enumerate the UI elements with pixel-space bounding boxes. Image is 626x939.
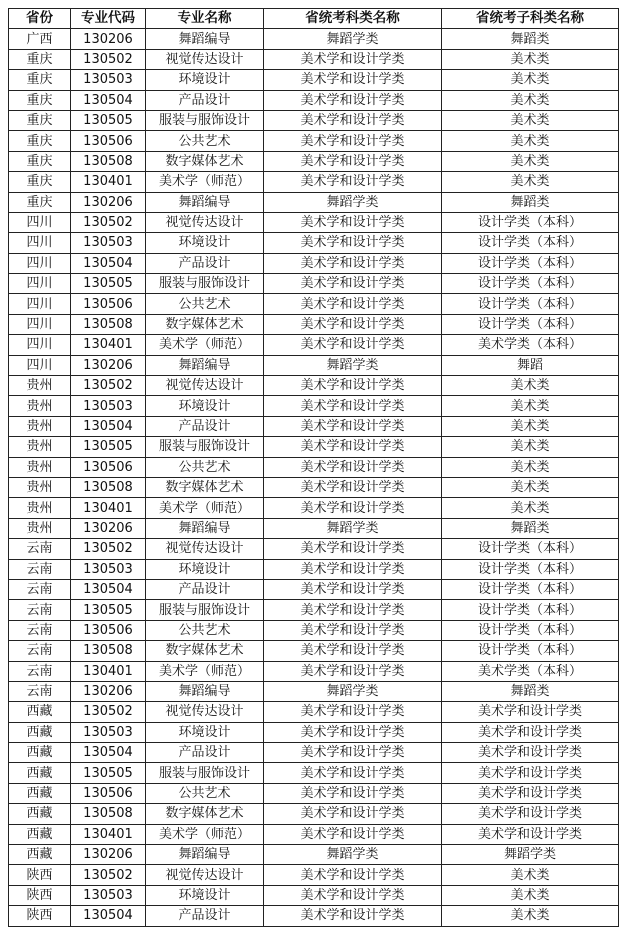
cell-province: 重庆 <box>9 192 71 212</box>
table-row <box>9 294 619 314</box>
cell-major-code: 130401 <box>71 661 146 681</box>
cell-province: 西藏 <box>9 845 71 865</box>
cell-major-code: 130505 <box>71 437 146 457</box>
cell-exam-category: 舞蹈学类 <box>264 355 442 375</box>
cell-exam-subcategory: 美术类 <box>442 498 619 518</box>
cell-major-code: 130508 <box>71 477 146 497</box>
cell-major-name: 数字媒体艺术 <box>146 151 264 171</box>
table-row <box>9 498 619 518</box>
cell-exam-subcategory: 设计学类（本科） <box>442 641 619 661</box>
cell-major-code: 130508 <box>71 314 146 334</box>
cell-major-code: 130504 <box>71 253 146 273</box>
cell-major-name: 舞蹈编导 <box>146 355 264 375</box>
cell-exam-category: 美术学和设计学类 <box>264 600 442 620</box>
cell-province: 重庆 <box>9 131 71 151</box>
table-row <box>9 70 619 90</box>
cell-major-name: 舞蹈编导 <box>146 845 264 865</box>
cell-province: 贵州 <box>9 396 71 416</box>
cell-province: 四川 <box>9 355 71 375</box>
cell-exam-subcategory: 美术类 <box>442 70 619 90</box>
cell-province: 重庆 <box>9 110 71 130</box>
cell-exam-subcategory: 设计学类（本科） <box>442 559 619 579</box>
cell-exam-category: 美术学和设计学类 <box>264 885 442 905</box>
cell-exam-subcategory: 舞蹈类 <box>442 681 619 701</box>
cell-exam-category: 舞蹈学类 <box>264 845 442 865</box>
cell-exam-category: 美术学和设计学类 <box>264 722 442 742</box>
cell-exam-subcategory: 美术类 <box>442 376 619 396</box>
cell-exam-subcategory: 美术类 <box>442 865 619 885</box>
table-row <box>9 110 619 130</box>
header-exam-subcategory: 省统考子科类名称 <box>442 9 619 29</box>
cell-major-code: 130506 <box>71 783 146 803</box>
cell-major-code: 130504 <box>71 90 146 110</box>
table-row <box>9 151 619 171</box>
cell-major-code: 130503 <box>71 233 146 253</box>
cell-exam-subcategory: 美术学和设计学类 <box>442 804 619 824</box>
cell-major-name: 公共艺术 <box>146 294 264 314</box>
cell-major-code: 130503 <box>71 70 146 90</box>
table-row <box>9 355 619 375</box>
cell-province: 云南 <box>9 539 71 559</box>
cell-major-name: 公共艺术 <box>146 620 264 640</box>
table-row <box>9 722 619 742</box>
cell-exam-category: 美术学和设计学类 <box>264 90 442 110</box>
cell-exam-category: 美术学和设计学类 <box>264 641 442 661</box>
cell-province: 陕西 <box>9 885 71 905</box>
table-row <box>9 620 619 640</box>
cell-province: 云南 <box>9 661 71 681</box>
cell-major-name: 公共艺术 <box>146 131 264 151</box>
cell-major-code: 130206 <box>71 845 146 865</box>
cell-major-name: 美术学（师范） <box>146 824 264 844</box>
header-row <box>9 9 619 29</box>
cell-exam-subcategory: 设计学类（本科） <box>442 233 619 253</box>
major-category-table <box>8 8 619 927</box>
table-row <box>9 253 619 273</box>
cell-exam-category: 美术学和设计学类 <box>264 437 442 457</box>
cell-major-name: 公共艺术 <box>146 783 264 803</box>
cell-major-name: 美术学（师范） <box>146 498 264 518</box>
cell-province: 西藏 <box>9 824 71 844</box>
header-province: 省份 <box>9 9 71 29</box>
cell-exam-category: 美术学和设计学类 <box>264 110 442 130</box>
table-row <box>9 212 619 232</box>
table-row <box>9 29 619 49</box>
cell-major-code: 130206 <box>71 355 146 375</box>
cell-exam-subcategory: 美术学和设计学类 <box>442 702 619 722</box>
header-exam-category: 省统考科类名称 <box>264 9 442 29</box>
cell-province: 西藏 <box>9 763 71 783</box>
header-major-name: 专业名称 <box>146 9 264 29</box>
table-container <box>8 8 619 927</box>
cell-exam-subcategory: 美术类 <box>442 416 619 436</box>
cell-exam-subcategory: 美术类 <box>442 90 619 110</box>
cell-exam-category: 美术学和设计学类 <box>264 131 442 151</box>
cell-major-code: 130504 <box>71 743 146 763</box>
cell-province: 西藏 <box>9 804 71 824</box>
cell-province: 重庆 <box>9 151 71 171</box>
cell-exam-subcategory: 舞蹈类 <box>442 29 619 49</box>
cell-province: 贵州 <box>9 376 71 396</box>
cell-major-name: 产品设计 <box>146 416 264 436</box>
cell-major-code: 130401 <box>71 824 146 844</box>
cell-exam-category: 美术学和设计学类 <box>264 274 442 294</box>
table-body <box>9 29 619 926</box>
cell-major-name: 环境设计 <box>146 233 264 253</box>
cell-major-code: 130206 <box>71 681 146 701</box>
table-row <box>9 681 619 701</box>
cell-exam-category: 美术学和设计学类 <box>264 743 442 763</box>
cell-major-code: 130504 <box>71 416 146 436</box>
cell-major-code: 130508 <box>71 804 146 824</box>
table-row <box>9 845 619 865</box>
cell-province: 四川 <box>9 274 71 294</box>
cell-exam-category: 美术学和设计学类 <box>264 661 442 681</box>
cell-major-code: 130206 <box>71 518 146 538</box>
cell-exam-category: 美术学和设计学类 <box>264 498 442 518</box>
cell-exam-category: 美术学和设计学类 <box>264 702 442 722</box>
cell-major-name: 美术学（师范） <box>146 661 264 681</box>
cell-exam-subcategory: 设计学类（本科） <box>442 274 619 294</box>
cell-major-name: 产品设计 <box>146 743 264 763</box>
cell-exam-subcategory: 舞蹈学类 <box>442 845 619 865</box>
cell-province: 云南 <box>9 681 71 701</box>
cell-province: 贵州 <box>9 416 71 436</box>
cell-province: 重庆 <box>9 70 71 90</box>
cell-province: 云南 <box>9 559 71 579</box>
cell-major-code: 130503 <box>71 559 146 579</box>
cell-major-name: 美术学（师范） <box>146 335 264 355</box>
cell-major-code: 130401 <box>71 172 146 192</box>
table-row <box>9 641 619 661</box>
cell-major-name: 视觉传达设计 <box>146 49 264 69</box>
cell-exam-category: 美术学和设计学类 <box>264 824 442 844</box>
cell-major-name: 产品设计 <box>146 253 264 273</box>
cell-exam-category: 美术学和设计学类 <box>264 579 442 599</box>
cell-major-name: 数字媒体艺术 <box>146 477 264 497</box>
cell-exam-category: 美术学和设计学类 <box>264 376 442 396</box>
cell-major-code: 130506 <box>71 131 146 151</box>
cell-major-code: 130506 <box>71 457 146 477</box>
cell-exam-subcategory: 设计学类（本科） <box>442 294 619 314</box>
cell-province: 云南 <box>9 641 71 661</box>
cell-major-code: 130401 <box>71 335 146 355</box>
cell-exam-category: 美术学和设计学类 <box>264 457 442 477</box>
cell-exam-category: 美术学和设计学类 <box>264 620 442 640</box>
cell-major-name: 服装与服饰设计 <box>146 600 264 620</box>
table-row <box>9 702 619 722</box>
cell-exam-category: 美术学和设计学类 <box>264 906 442 926</box>
cell-major-name: 视觉传达设计 <box>146 865 264 885</box>
cell-exam-category: 美术学和设计学类 <box>264 172 442 192</box>
cell-exam-subcategory: 美术类 <box>442 131 619 151</box>
table-row <box>9 518 619 538</box>
cell-exam-category: 美术学和设计学类 <box>264 314 442 334</box>
cell-major-name: 环境设计 <box>146 396 264 416</box>
cell-exam-subcategory: 美术学和设计学类 <box>442 763 619 783</box>
cell-major-code: 130505 <box>71 600 146 620</box>
cell-exam-subcategory: 美术类 <box>442 437 619 457</box>
cell-major-code: 130506 <box>71 620 146 640</box>
table-row <box>9 233 619 253</box>
cell-province: 西藏 <box>9 743 71 763</box>
table-row <box>9 376 619 396</box>
cell-exam-subcategory: 设计学类（本科） <box>442 539 619 559</box>
table-row <box>9 274 619 294</box>
cell-exam-category: 美术学和设计学类 <box>264 212 442 232</box>
cell-exam-category: 美术学和设计学类 <box>264 70 442 90</box>
cell-exam-subcategory: 舞蹈 <box>442 355 619 375</box>
cell-province: 重庆 <box>9 90 71 110</box>
cell-province: 贵州 <box>9 518 71 538</box>
cell-exam-subcategory: 美术类 <box>442 457 619 477</box>
cell-exam-subcategory: 美术类 <box>442 49 619 69</box>
cell-province: 贵州 <box>9 498 71 518</box>
cell-exam-subcategory: 美术学和设计学类 <box>442 722 619 742</box>
cell-major-name: 环境设计 <box>146 70 264 90</box>
cell-exam-subcategory: 设计学类（本科） <box>442 314 619 334</box>
table-row <box>9 600 619 620</box>
cell-major-name: 环境设计 <box>146 722 264 742</box>
table-row <box>9 885 619 905</box>
cell-major-code: 130502 <box>71 702 146 722</box>
cell-major-name: 视觉传达设计 <box>146 212 264 232</box>
table-row <box>9 457 619 477</box>
cell-major-code: 130505 <box>71 110 146 130</box>
cell-province: 四川 <box>9 212 71 232</box>
table-row <box>9 172 619 192</box>
cell-exam-subcategory: 美术类 <box>442 172 619 192</box>
cell-major-name: 舞蹈编导 <box>146 518 264 538</box>
cell-exam-subcategory: 舞蹈类 <box>442 518 619 538</box>
cell-province: 四川 <box>9 253 71 273</box>
cell-exam-category: 美术学和设计学类 <box>264 233 442 253</box>
cell-province: 贵州 <box>9 457 71 477</box>
table-row <box>9 763 619 783</box>
cell-major-name: 公共艺术 <box>146 457 264 477</box>
cell-province: 云南 <box>9 579 71 599</box>
cell-province: 西藏 <box>9 702 71 722</box>
cell-major-name: 美术学（师范） <box>146 172 264 192</box>
cell-exam-subcategory: 美术类 <box>442 885 619 905</box>
cell-exam-subcategory: 美术学和设计学类 <box>442 743 619 763</box>
cell-province: 四川 <box>9 233 71 253</box>
cell-major-name: 视觉传达设计 <box>146 539 264 559</box>
cell-exam-category: 舞蹈学类 <box>264 681 442 701</box>
cell-exam-subcategory: 美术学和设计学类 <box>442 783 619 803</box>
cell-exam-subcategory: 设计学类（本科） <box>442 579 619 599</box>
cell-exam-subcategory: 舞蹈类 <box>442 192 619 212</box>
cell-major-name: 视觉传达设计 <box>146 702 264 722</box>
cell-exam-subcategory: 设计学类（本科） <box>442 600 619 620</box>
cell-exam-category: 美术学和设计学类 <box>264 335 442 355</box>
table-row <box>9 192 619 212</box>
cell-province: 贵州 <box>9 437 71 457</box>
cell-major-code: 130504 <box>71 906 146 926</box>
cell-major-name: 舞蹈编导 <box>146 29 264 49</box>
table-row <box>9 906 619 926</box>
cell-exam-subcategory: 美术类 <box>442 396 619 416</box>
cell-major-code: 130503 <box>71 396 146 416</box>
cell-major-name: 舞蹈编导 <box>146 192 264 212</box>
table-row <box>9 661 619 681</box>
cell-exam-category: 美术学和设计学类 <box>264 783 442 803</box>
cell-major-name: 数字媒体艺术 <box>146 314 264 334</box>
cell-exam-category: 舞蹈学类 <box>264 29 442 49</box>
cell-province: 陕西 <box>9 865 71 885</box>
cell-major-code: 130505 <box>71 274 146 294</box>
table-row <box>9 783 619 803</box>
cell-province: 重庆 <box>9 172 71 192</box>
cell-major-code: 130206 <box>71 192 146 212</box>
cell-major-code: 130505 <box>71 763 146 783</box>
cell-major-code: 130502 <box>71 865 146 885</box>
cell-province: 云南 <box>9 600 71 620</box>
header-major-code: 专业代码 <box>71 9 146 29</box>
cell-exam-category: 美术学和设计学类 <box>264 865 442 885</box>
table-row <box>9 865 619 885</box>
cell-major-name: 环境设计 <box>146 885 264 905</box>
cell-major-code: 130508 <box>71 641 146 661</box>
cell-major-name: 产品设计 <box>146 579 264 599</box>
cell-major-name: 服装与服饰设计 <box>146 274 264 294</box>
table-row <box>9 437 619 457</box>
table-row <box>9 90 619 110</box>
table-row <box>9 335 619 355</box>
table-row <box>9 396 619 416</box>
cell-exam-category: 美术学和设计学类 <box>264 151 442 171</box>
cell-exam-subcategory: 美术学和设计学类 <box>442 824 619 844</box>
cell-province: 四川 <box>9 294 71 314</box>
cell-major-name: 产品设计 <box>146 90 264 110</box>
cell-exam-category: 美术学和设计学类 <box>264 477 442 497</box>
cell-major-code: 130502 <box>71 212 146 232</box>
cell-province: 贵州 <box>9 477 71 497</box>
cell-exam-subcategory: 美术学类（本科） <box>442 661 619 681</box>
cell-major-name: 数字媒体艺术 <box>146 804 264 824</box>
cell-exam-category: 美术学和设计学类 <box>264 253 442 273</box>
cell-exam-category: 舞蹈学类 <box>264 192 442 212</box>
cell-major-name: 服装与服饰设计 <box>146 763 264 783</box>
cell-major-code: 130506 <box>71 294 146 314</box>
cell-exam-category: 美术学和设计学类 <box>264 294 442 314</box>
cell-exam-subcategory: 美术类 <box>442 906 619 926</box>
table-row <box>9 477 619 497</box>
cell-exam-category: 美术学和设计学类 <box>264 804 442 824</box>
cell-exam-category: 美术学和设计学类 <box>264 539 442 559</box>
cell-exam-category: 美术学和设计学类 <box>264 559 442 579</box>
cell-major-code: 130508 <box>71 151 146 171</box>
cell-province: 四川 <box>9 314 71 334</box>
cell-major-name: 环境设计 <box>146 559 264 579</box>
cell-major-code: 130504 <box>71 579 146 599</box>
cell-major-code: 130401 <box>71 498 146 518</box>
cell-major-name: 产品设计 <box>146 906 264 926</box>
cell-major-name: 舞蹈编导 <box>146 681 264 701</box>
table-row <box>9 743 619 763</box>
cell-exam-category: 舞蹈学类 <box>264 518 442 538</box>
table-row <box>9 824 619 844</box>
cell-province: 广西 <box>9 29 71 49</box>
cell-exam-category: 美术学和设计学类 <box>264 49 442 69</box>
cell-exam-category: 美术学和设计学类 <box>264 416 442 436</box>
table-row <box>9 131 619 151</box>
cell-province: 陕西 <box>9 906 71 926</box>
cell-major-code: 130206 <box>71 29 146 49</box>
cell-province: 重庆 <box>9 49 71 69</box>
cell-exam-subcategory: 设计学类（本科） <box>442 212 619 232</box>
cell-major-code: 130502 <box>71 539 146 559</box>
cell-exam-subcategory: 美术学类（本科） <box>442 335 619 355</box>
table-row <box>9 416 619 436</box>
cell-exam-subcategory: 美术类 <box>442 151 619 171</box>
table-row <box>9 804 619 824</box>
cell-exam-category: 美术学和设计学类 <box>264 763 442 783</box>
cell-major-name: 服装与服饰设计 <box>146 437 264 457</box>
cell-exam-subcategory: 设计学类（本科） <box>442 253 619 273</box>
cell-major-code: 130502 <box>71 49 146 69</box>
cell-major-name: 数字媒体艺术 <box>146 641 264 661</box>
cell-exam-subcategory: 美术类 <box>442 477 619 497</box>
cell-major-code: 130502 <box>71 376 146 396</box>
cell-major-name: 视觉传达设计 <box>146 376 264 396</box>
cell-major-code: 130503 <box>71 722 146 742</box>
cell-province: 四川 <box>9 335 71 355</box>
cell-province: 云南 <box>9 620 71 640</box>
cell-exam-subcategory: 美术类 <box>442 110 619 130</box>
table-row <box>9 49 619 69</box>
cell-province: 西藏 <box>9 783 71 803</box>
table-row <box>9 579 619 599</box>
table-row <box>9 539 619 559</box>
table-row <box>9 559 619 579</box>
table-row <box>9 314 619 334</box>
cell-major-name: 服装与服饰设计 <box>146 110 264 130</box>
cell-exam-category: 美术学和设计学类 <box>264 396 442 416</box>
cell-major-code: 130503 <box>71 885 146 905</box>
cell-exam-subcategory: 设计学类（本科） <box>442 620 619 640</box>
cell-province: 西藏 <box>9 722 71 742</box>
